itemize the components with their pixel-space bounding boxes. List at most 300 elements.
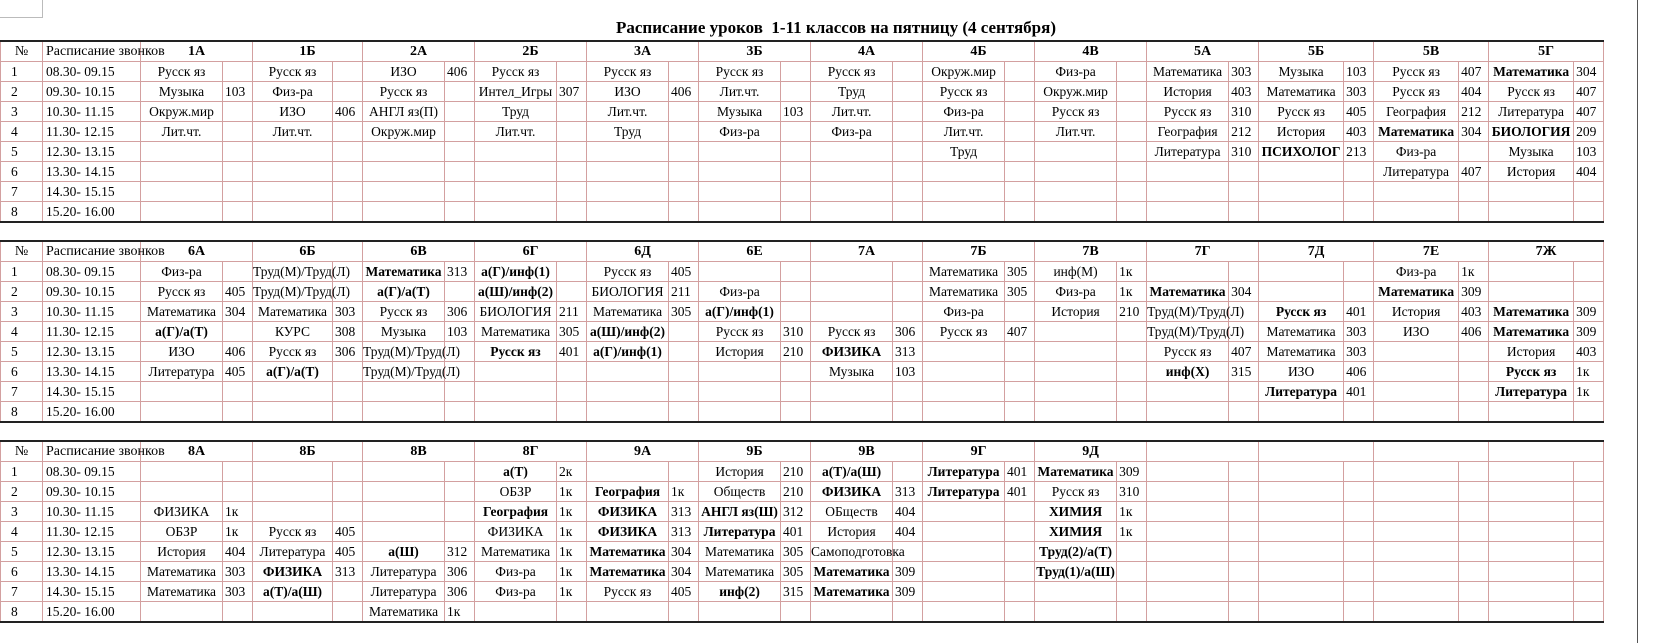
room-cell	[893, 462, 923, 482]
subject-cell: инф(2)	[699, 582, 781, 602]
subject-cell	[1035, 342, 1117, 362]
subject-cell: Русск яз	[587, 262, 669, 282]
lesson-number: 8	[1, 602, 43, 623]
subject-cell: Лит.чт.	[1035, 122, 1117, 142]
subject-cell	[141, 142, 223, 162]
room-cell	[557, 62, 587, 82]
room-cell	[1574, 562, 1604, 582]
subject-cell: Русск яз	[1259, 302, 1344, 322]
subject-cell: Математика	[475, 542, 557, 562]
subject-cell	[253, 602, 333, 623]
room-cell	[781, 302, 811, 322]
subject-cell: ХИМИЯ	[1035, 502, 1117, 522]
room-cell: 303	[223, 582, 253, 602]
room-cell: 1к	[557, 482, 587, 502]
subject-cell: ИЗО	[1374, 322, 1459, 342]
lesson-time: 10.30- 11.15	[43, 302, 141, 322]
lesson-row	[1, 82, 1604, 102]
class-header: 2Б	[475, 41, 587, 62]
subject-cell	[253, 482, 333, 502]
page-title: Расписание уроков 1-11 классов на пятницу (4 сентября)	[615, 18, 1056, 37]
subject-cell	[811, 202, 893, 223]
room-cell	[1005, 582, 1035, 602]
subject-cell	[1035, 602, 1117, 623]
class-header	[1374, 441, 1489, 462]
room-cell	[893, 82, 923, 102]
lesson-number: 6	[1, 162, 43, 182]
subject-cell	[1374, 362, 1459, 382]
subject-cell: Труд(М)/Труд(Л)	[363, 342, 445, 362]
room-cell	[1117, 62, 1147, 82]
room-cell: 310	[1229, 142, 1259, 162]
room-cell: 309	[1574, 322, 1604, 342]
room-cell	[223, 262, 253, 282]
subject-cell: Русск яз	[363, 82, 445, 102]
room-cell: 209	[1574, 122, 1604, 142]
room-cell: 1к	[223, 522, 253, 542]
room-cell	[223, 462, 253, 482]
room-cell: 310	[1117, 482, 1147, 502]
room-cell	[669, 182, 699, 202]
room-cell: 309	[1117, 462, 1147, 482]
subject-cell	[141, 202, 223, 223]
room-cell	[893, 262, 923, 282]
room-cell	[1005, 122, 1035, 142]
subject-cell: Математика	[1147, 62, 1229, 82]
subject-cell	[141, 402, 223, 423]
room-cell: 406	[223, 342, 253, 362]
subject-cell: а(Ш)/инф(2)	[475, 282, 557, 302]
room-cell	[1459, 502, 1489, 522]
lesson-row	[1, 582, 1604, 602]
subject-cell	[475, 142, 557, 162]
lesson-number: 5	[1, 142, 43, 162]
subject-cell	[811, 162, 893, 182]
room-cell	[1117, 162, 1147, 182]
subject-cell: Труд(М)/Труд(Л)	[363, 362, 445, 382]
subject-cell: Русск яз	[811, 322, 893, 342]
room-cell	[669, 102, 699, 122]
room-cell	[669, 202, 699, 223]
subject-cell	[587, 182, 669, 202]
room-cell: 305	[781, 562, 811, 582]
room-cell: 309	[1459, 282, 1489, 302]
subject-cell	[1489, 282, 1574, 302]
room-cell: 313	[333, 562, 363, 582]
room-cell	[333, 202, 363, 223]
room-cell	[223, 122, 253, 142]
subject-cell	[1374, 482, 1459, 502]
subject-cell	[1147, 162, 1229, 182]
subject-cell: Физ-ра	[1374, 262, 1459, 282]
subject-cell: Математика	[699, 562, 781, 582]
room-cell: 404	[893, 502, 923, 522]
room-cell: 212	[1229, 122, 1259, 142]
subject-cell: География	[1147, 122, 1229, 142]
room-cell	[1344, 202, 1374, 223]
row-number-header: №	[1, 241, 43, 262]
room-cell	[1005, 62, 1035, 82]
room-cell	[1005, 182, 1035, 202]
lesson-row	[1, 562, 1604, 582]
room-cell: 401	[557, 342, 587, 362]
class-header: 7Е	[1374, 241, 1489, 262]
subject-cell	[1374, 582, 1459, 602]
room-cell: 315	[1229, 362, 1259, 382]
room-cell: 303	[223, 562, 253, 582]
subject-cell	[587, 382, 669, 402]
subject-cell: Литература	[1489, 382, 1574, 402]
room-cell: 306	[893, 322, 923, 342]
lesson-row	[1, 122, 1604, 142]
room-cell: 304	[1229, 282, 1259, 302]
room-cell	[223, 382, 253, 402]
room-cell: 306	[445, 302, 475, 322]
room-cell: 405	[333, 542, 363, 562]
room-cell	[1117, 382, 1147, 402]
lesson-row	[1, 382, 1604, 402]
subject-cell	[1489, 402, 1574, 423]
room-cell: 401	[1005, 482, 1035, 502]
subject-cell: Математика	[587, 542, 669, 562]
room-cell	[1574, 502, 1604, 522]
room-cell	[1574, 482, 1604, 502]
subject-cell: Русск яз	[587, 62, 669, 82]
subject-cell	[1259, 562, 1344, 582]
subject-cell: Математика	[699, 542, 781, 562]
room-cell	[445, 102, 475, 122]
room-cell	[893, 122, 923, 142]
subject-cell	[1035, 582, 1117, 602]
lesson-number: 4	[1, 322, 43, 342]
subject-cell: История	[811, 522, 893, 542]
room-cell	[893, 202, 923, 223]
subject-cell: Математика	[253, 302, 333, 322]
subject-cell: Русск яз	[253, 522, 333, 542]
room-cell	[1344, 582, 1374, 602]
lesson-time: 13.30- 14.15	[43, 162, 141, 182]
row-number-header: №	[1, 441, 43, 462]
subject-cell: ХИМИЯ	[1035, 522, 1117, 542]
room-cell	[1229, 542, 1259, 562]
room-cell	[1459, 602, 1489, 623]
subject-cell	[1035, 402, 1117, 423]
room-cell	[557, 182, 587, 202]
subject-cell: Музыка	[811, 362, 893, 382]
subject-cell: а(Г)/а(Т)	[363, 282, 445, 302]
room-cell: 210	[781, 482, 811, 502]
subject-cell: ФИЗИКА	[811, 342, 893, 362]
room-cell: 1к	[223, 502, 253, 522]
room-cell	[781, 142, 811, 162]
subject-cell: Физ-ра	[475, 582, 557, 602]
bell-schedule-header: Расписание звонков	[43, 441, 141, 462]
room-cell	[781, 282, 811, 302]
room-cell: 305	[669, 302, 699, 322]
room-cell	[781, 82, 811, 102]
subject-cell: Русск яз	[923, 82, 1005, 102]
room-cell: 1к	[557, 522, 587, 542]
room-cell	[333, 502, 363, 522]
subject-cell: ОБществ	[811, 502, 893, 522]
room-cell	[1005, 602, 1035, 623]
room-cell	[893, 142, 923, 162]
room-cell	[1229, 502, 1259, 522]
room-cell	[1005, 502, 1035, 522]
subject-cell: Окруж.мир	[141, 102, 223, 122]
lesson-time: 10.30- 11.15	[43, 102, 141, 122]
subject-cell: История	[141, 542, 223, 562]
subject-cell	[475, 402, 557, 423]
room-cell	[1229, 582, 1259, 602]
subject-cell	[1489, 182, 1574, 202]
room-cell: 405	[1344, 102, 1374, 122]
room-cell: 1к	[1117, 502, 1147, 522]
room-cell	[1459, 482, 1489, 502]
lesson-number: 7	[1, 582, 43, 602]
subject-cell	[811, 302, 893, 322]
subject-cell	[587, 402, 669, 423]
subject-cell	[1259, 542, 1344, 562]
class-header: 5Б	[1259, 41, 1374, 62]
lesson-number: 8	[1, 202, 43, 223]
subject-cell	[1489, 522, 1574, 542]
room-cell	[223, 602, 253, 623]
room-cell	[1229, 382, 1259, 402]
lesson-time: 13.30- 14.15	[43, 562, 141, 582]
class-header: 1Б	[253, 41, 363, 62]
room-cell	[1459, 182, 1489, 202]
subject-cell: ПСИХОЛОГ	[1259, 142, 1344, 162]
subject-cell: Математика	[587, 562, 669, 582]
room-cell	[1574, 602, 1604, 623]
subject-cell	[141, 162, 223, 182]
class-header: 9А	[587, 441, 699, 462]
room-cell: 212	[1459, 102, 1489, 122]
subject-cell: Труд(2)/а(Т)	[1035, 542, 1117, 562]
room-cell	[445, 462, 475, 482]
lesson-time: 12.30- 13.15	[43, 142, 141, 162]
subject-cell	[1374, 402, 1459, 423]
subject-cell	[699, 142, 781, 162]
subject-cell: История	[1147, 82, 1229, 102]
room-cell	[1344, 482, 1374, 502]
subject-cell	[363, 502, 445, 522]
subject-cell: а(Г)/инф(1)	[587, 342, 669, 362]
room-cell	[781, 402, 811, 423]
subject-cell: Математика	[923, 282, 1005, 302]
subject-cell: АНГЛ яз(П)	[363, 102, 445, 122]
room-cell	[669, 402, 699, 423]
room-cell	[1117, 102, 1147, 122]
subject-cell	[699, 262, 781, 282]
room-cell	[669, 602, 699, 623]
lesson-number: 4	[1, 522, 43, 542]
room-cell: 1к	[669, 482, 699, 502]
subject-cell	[811, 602, 893, 623]
room-cell: 406	[669, 82, 699, 102]
room-cell: 103	[781, 102, 811, 122]
subject-cell	[1489, 582, 1574, 602]
room-cell	[1574, 262, 1604, 282]
subject-cell: Математика	[1489, 62, 1574, 82]
subject-cell	[1259, 202, 1344, 223]
subject-cell	[1035, 142, 1117, 162]
subject-cell: Лит.чт.	[923, 122, 1005, 142]
room-cell: 1к	[557, 582, 587, 602]
room-cell	[893, 402, 923, 423]
room-cell	[1344, 462, 1374, 482]
room-cell: 305	[1005, 262, 1035, 282]
schedule-block-8-9	[0, 440, 1604, 623]
subject-cell: Русск яз	[1147, 342, 1229, 362]
subject-cell: ФИЗИКА	[141, 502, 223, 522]
subject-cell	[923, 582, 1005, 602]
room-cell	[1344, 502, 1374, 522]
room-cell	[1005, 162, 1035, 182]
room-cell: 407	[1005, 322, 1035, 342]
subject-cell	[811, 382, 893, 402]
subject-cell	[1035, 362, 1117, 382]
lesson-time: 14.30- 15.15	[43, 182, 141, 202]
room-cell	[223, 162, 253, 182]
subject-cell	[587, 142, 669, 162]
room-cell: 1к	[1459, 262, 1489, 282]
subject-cell	[923, 522, 1005, 542]
subject-cell	[363, 482, 445, 502]
subject-cell: ИЗО	[1259, 362, 1344, 382]
subject-cell	[475, 362, 557, 382]
subject-cell: Математика	[1035, 462, 1117, 482]
lesson-row	[1, 542, 1604, 562]
room-cell	[1229, 402, 1259, 423]
subject-cell: ИЗО	[587, 82, 669, 102]
subject-cell	[1489, 542, 1574, 562]
subject-cell: БИОЛОГИЯ	[587, 282, 669, 302]
room-cell: 403	[1229, 82, 1259, 102]
room-cell: 407	[1229, 342, 1259, 362]
room-cell: 405	[669, 262, 699, 282]
class-header: 6В	[363, 241, 475, 262]
subject-cell: инф(Х)	[1147, 362, 1229, 382]
room-cell: 303	[1229, 62, 1259, 82]
subject-cell	[699, 162, 781, 182]
subject-cell	[1259, 502, 1344, 522]
subject-cell: Математика	[811, 582, 893, 602]
subject-cell: Физ-ра	[923, 102, 1005, 122]
subject-cell	[363, 202, 445, 223]
room-cell: 310	[781, 322, 811, 342]
lesson-time: 15.20- 16.00	[43, 602, 141, 623]
class-header: 9Г	[923, 441, 1035, 462]
subject-cell	[363, 162, 445, 182]
class-header: 6Г	[475, 241, 587, 262]
room-cell	[557, 122, 587, 142]
class-header: 5Г	[1489, 41, 1604, 62]
subject-cell	[1147, 202, 1229, 223]
subject-cell: Обществ	[699, 482, 781, 502]
row-number-header: №	[1, 41, 43, 62]
room-cell	[223, 102, 253, 122]
bell-schedule-header: Расписание звонков	[43, 41, 141, 62]
room-cell: 304	[669, 562, 699, 582]
lesson-row	[1, 302, 1604, 322]
subject-cell	[1259, 582, 1344, 602]
room-cell: 407	[1574, 82, 1604, 102]
room-cell	[1005, 562, 1035, 582]
subject-cell: Русск яз	[1035, 482, 1117, 502]
subject-cell: Труд(М)/Труд(Л)	[253, 282, 333, 302]
room-cell	[1117, 402, 1147, 423]
subject-cell: Русск яз	[811, 62, 893, 82]
room-cell	[557, 362, 587, 382]
room-cell	[1344, 162, 1374, 182]
subject-cell	[1259, 402, 1344, 423]
subject-cell: Математика	[363, 602, 445, 623]
subject-cell	[811, 402, 893, 423]
lesson-number: 2	[1, 482, 43, 502]
room-cell	[1117, 122, 1147, 142]
subject-cell	[923, 162, 1005, 182]
subject-cell	[923, 502, 1005, 522]
room-cell	[445, 522, 475, 542]
room-cell	[223, 402, 253, 423]
room-cell	[445, 122, 475, 142]
subject-cell: Русск яз	[253, 342, 333, 362]
lesson-row	[1, 202, 1604, 223]
room-cell	[557, 382, 587, 402]
subject-cell: Русск яз	[253, 62, 333, 82]
subject-cell	[1489, 602, 1574, 623]
room-cell: 1к	[1574, 362, 1604, 382]
subject-cell	[475, 202, 557, 223]
room-cell	[557, 142, 587, 162]
subject-cell	[141, 602, 223, 623]
room-cell	[1117, 602, 1147, 623]
room-cell: 2к	[557, 462, 587, 482]
subject-cell: Математика	[1147, 282, 1229, 302]
lesson-row	[1, 282, 1604, 302]
subject-cell: Окруж.мир	[1035, 82, 1117, 102]
subject-cell	[923, 382, 1005, 402]
subject-cell	[811, 262, 893, 282]
subject-cell	[475, 382, 557, 402]
room-cell: 405	[223, 362, 253, 382]
room-cell	[1344, 262, 1374, 282]
room-cell: 103	[445, 322, 475, 342]
room-cell: 1к	[557, 562, 587, 582]
subject-cell: Труд(М)/Труд(Л)	[1147, 322, 1229, 342]
room-cell	[1574, 402, 1604, 423]
subject-cell: Математика	[1489, 322, 1574, 342]
lesson-number: 6	[1, 362, 43, 382]
room-cell: 307	[557, 82, 587, 102]
subject-cell: Труд(М)/Труд(Л)	[253, 262, 333, 282]
room-cell	[1117, 582, 1147, 602]
room-cell	[1459, 402, 1489, 423]
subject-cell	[1259, 262, 1344, 282]
subject-cell: Труд	[475, 102, 557, 122]
subject-cell	[811, 142, 893, 162]
class-header: 9В	[811, 441, 923, 462]
subject-cell: Физ-ра	[253, 82, 333, 102]
room-cell: 401	[1344, 302, 1374, 322]
room-cell	[1229, 262, 1259, 282]
room-cell	[223, 62, 253, 82]
lesson-row	[1, 262, 1604, 282]
subject-cell: Математика	[587, 302, 669, 322]
class-header: 3Б	[699, 41, 811, 62]
